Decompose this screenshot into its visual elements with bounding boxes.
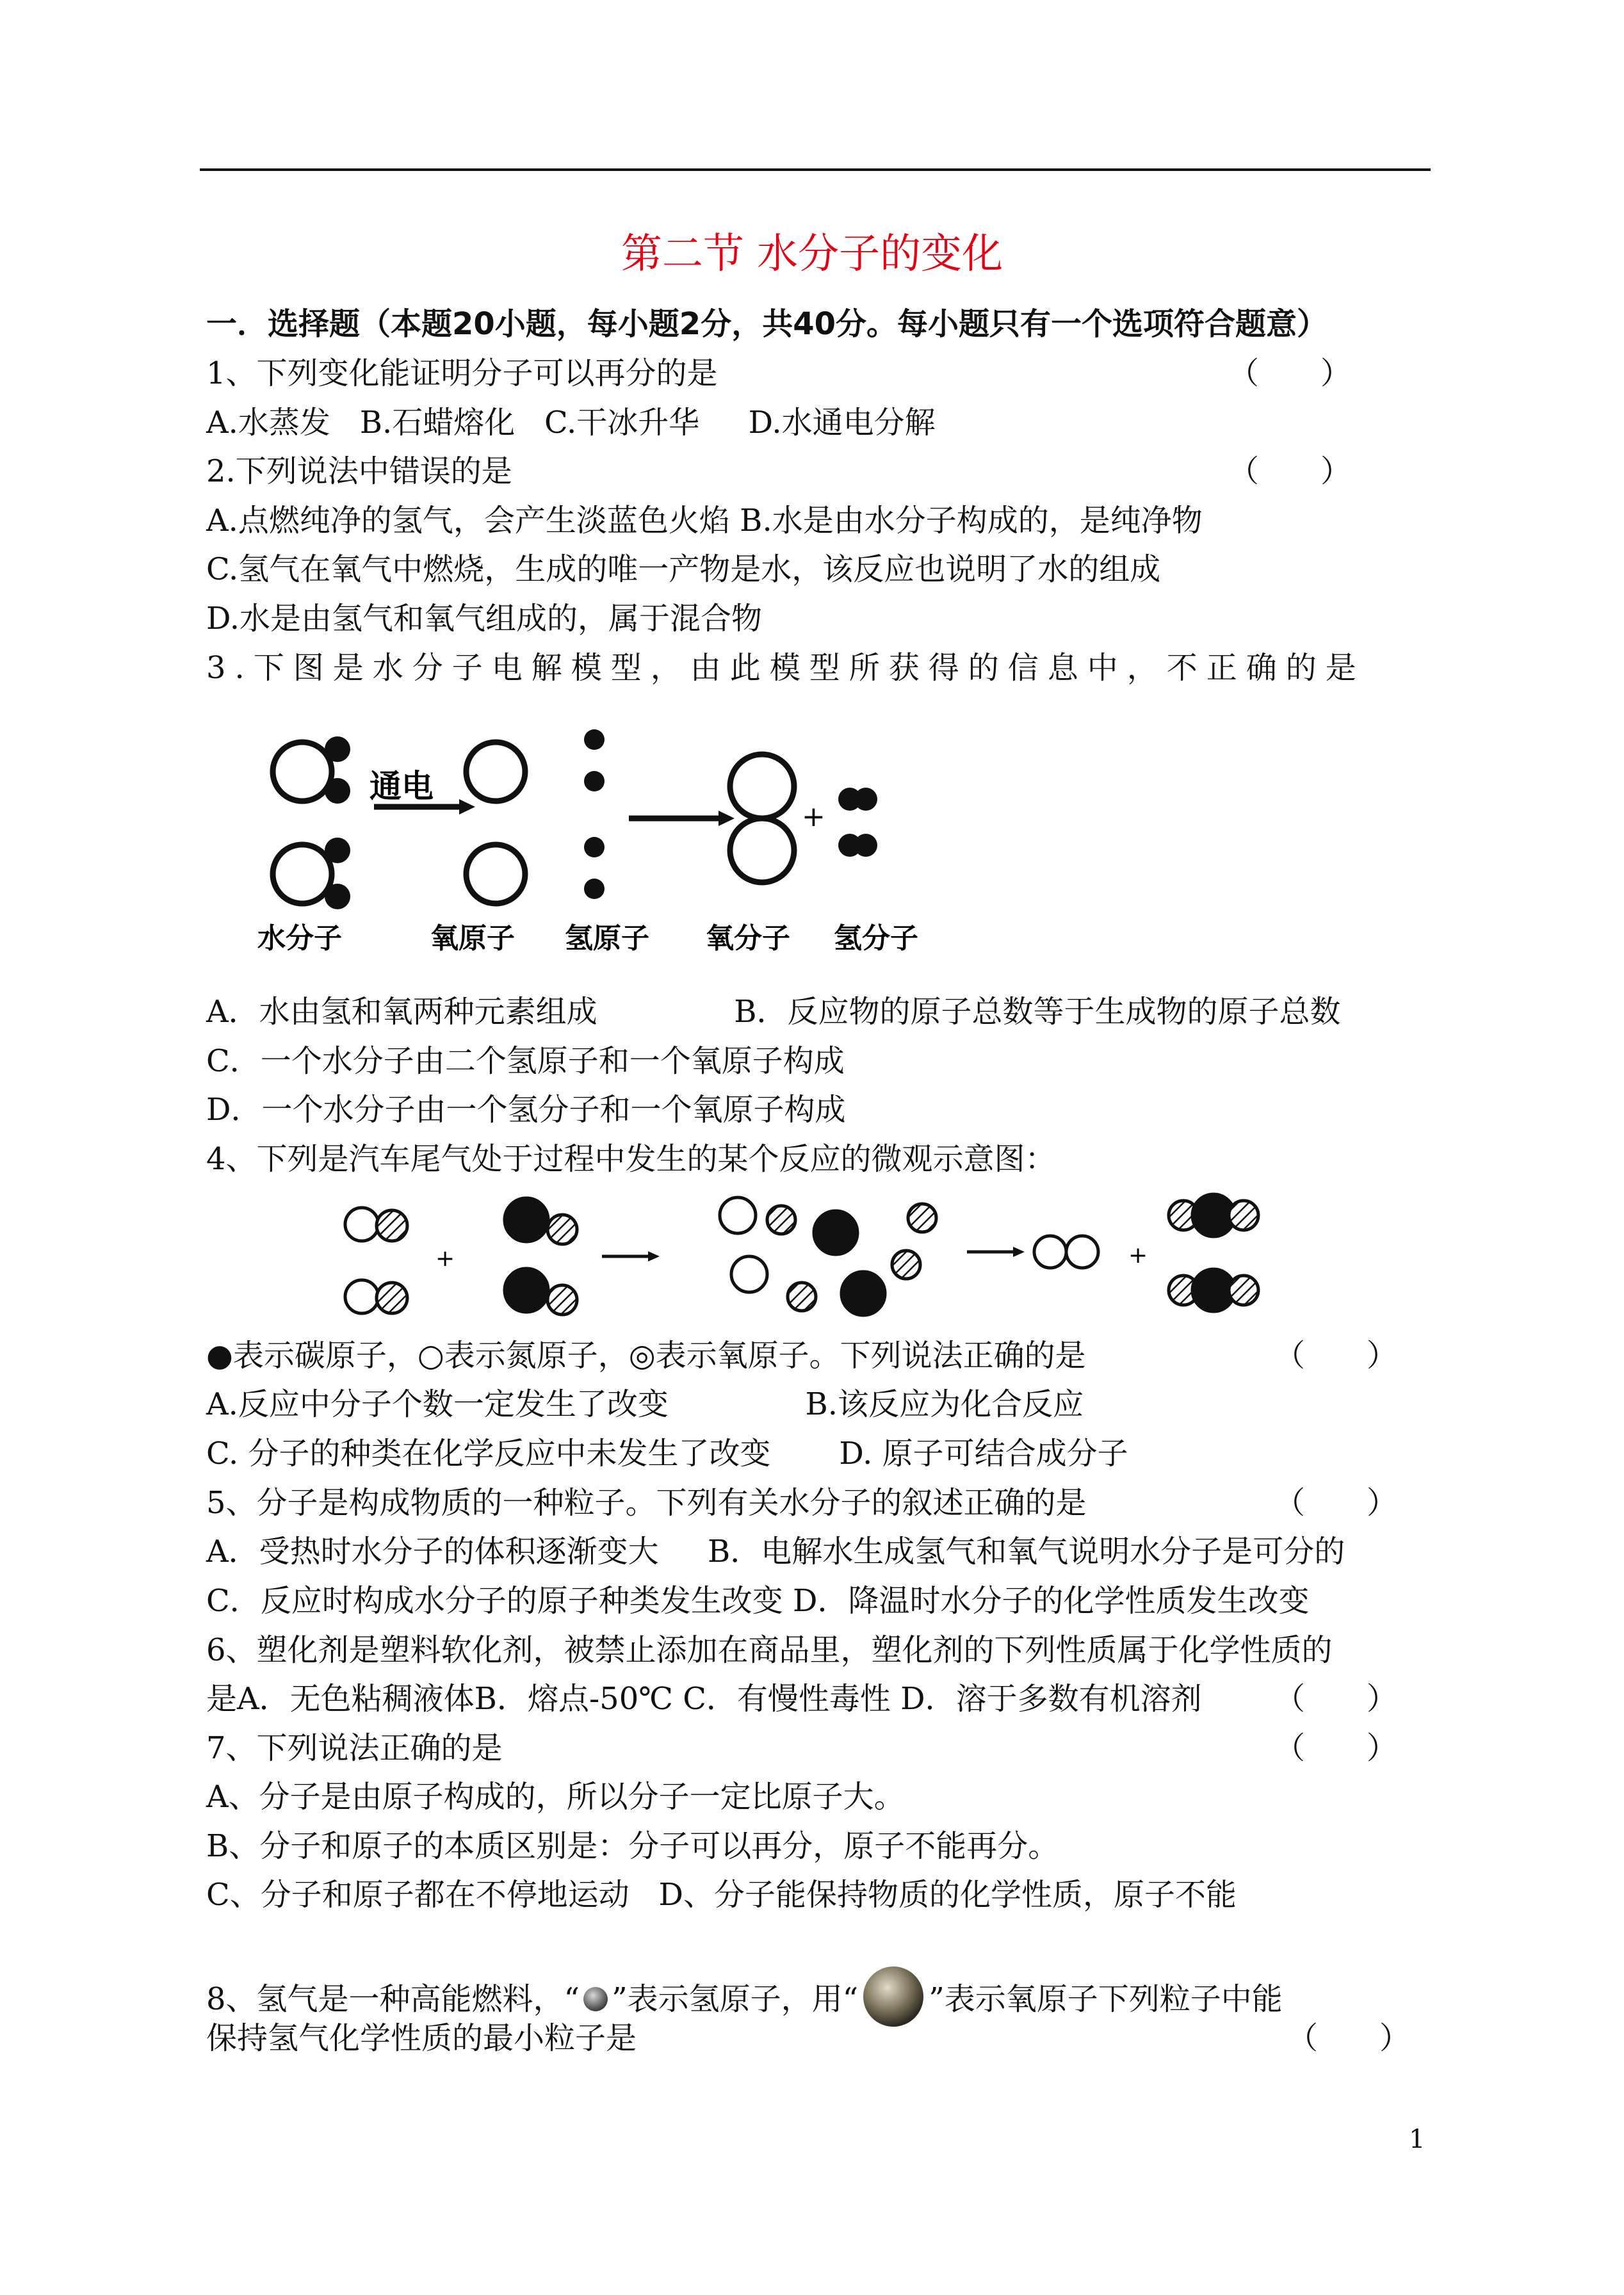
q1-options: A.水蒸发 B.石蜡熔化 C.干冰升华 D.水通电分解	[206, 405, 936, 441]
hydrogen-atom-icon	[580, 1985, 612, 2013]
q3-option-ab: A．水由氢和氧两种元素组成 B．反应物的原子总数等于生成物的原子总数	[206, 994, 1341, 1030]
q2-option-d: D.水是由氢气和氧气组成的，属于混合物	[206, 601, 763, 637]
label-hydrogen-molecule: 氢分子	[834, 922, 918, 955]
q5-answer-paren: （ ）	[1274, 1485, 1398, 1521]
oxygen-atom	[466, 845, 525, 904]
page-number: 1	[1409, 2125, 1425, 2154]
q6-line2: 是A．无色粘稠液体B．熔点-50℃ C．有慢性毒性 D．溶于多数有机溶剂	[206, 1681, 1202, 1717]
q8-text-pre: 8、氢气是一种高能燃料，“	[206, 1981, 580, 2017]
q2-stem: 2.下列说法中错误的是	[206, 453, 512, 489]
section-heading: 一．选择题（本题20小题，每小题2分，共40分。每小题只有一个选项符合题意）	[206, 306, 1328, 342]
q3-option-c: C．一个水分子由二个氢原子和一个氧原子构成	[206, 1043, 845, 1079]
figure-plus: +	[802, 800, 825, 833]
q7-answer-paren: （ ）	[1274, 1730, 1398, 1766]
q3-option-d: D．一个水分子由一个氢分子和一个氧原子构成	[206, 1092, 846, 1128]
q4-option-ab: A.反应中分子个数一定发生了改变 B.该反应为化合反应	[206, 1386, 1084, 1422]
q3-stem: 3.下图是水分子电解模型，由此模型所获得的信息中，不正确的是	[206, 650, 1365, 686]
q6-answer-paren: （ ）	[1274, 1681, 1398, 1717]
q7-stem: 7、下列说法正确的是	[206, 1730, 503, 1766]
q2-option-c: C.氢气在氧气中燃烧，生成的唯一产物是水，该反应也说明了水的组成	[206, 551, 1161, 587]
oxygen-atom-icon	[858, 1965, 929, 2029]
water-electrolysis-figure	[206, 711, 968, 973]
q7-option-cd: C、分子和原子都在不停地运动 D、分子能保持物质的化学性质，原子不能	[206, 1877, 1237, 1913]
q8-text-mid: ”表示氢原子，用“	[612, 1981, 859, 2017]
q4-answer-paren: （ ）	[1274, 1338, 1398, 1374]
oxygen-atom	[466, 742, 525, 801]
q6-line1: 6、塑化剂是塑料软化剂，被禁止添加在商品里，塑化剂的下列性质属于化学性质的	[206, 1632, 1333, 1668]
q2-answer-paren: （ ）	[1228, 453, 1352, 489]
q4-legend: ●表示碳原子，○表示氮原子，◎表示氧原子。下列说法正确的是	[206, 1338, 1086, 1374]
figure-plus: +	[1128, 1242, 1148, 1269]
oxygen-molecule-bottom	[730, 818, 794, 882]
header-rule	[200, 168, 1431, 171]
label-oxygen-atom: 氧原子	[430, 922, 515, 955]
q2-option-ab: A.点燃纯净的氢气，会产生淡蓝色火焰 B.水是由水分子构成的，是纯净物	[206, 503, 1203, 539]
exhaust-reaction-figure	[320, 1185, 1294, 1326]
q7-option-a: A、分子是由原子构成的，所以分子一定比原子大。	[206, 1779, 905, 1815]
q5-option-ab: A．受热时水分子的体积逐渐变大 B．电解水生成氢气和氧气说明水分子是可分的	[206, 1534, 1345, 1569]
oxygen-molecule-top	[730, 754, 794, 818]
q5-stem: 5、分子是构成物质的一种粒子。下列有关水分子的叙述正确的是	[206, 1485, 1087, 1521]
label-oxygen-molecule: 氧分子	[706, 922, 790, 955]
q8-answer-paren: （ ）	[1287, 2020, 1411, 2056]
q5-option-cd: C．反应时构成水分子的原子种类发生改变 D．降温时水分子的化学性质发生改变	[206, 1583, 1310, 1619]
q8-line2: 保持氢气化学性质的最小粒子是	[206, 2020, 637, 2056]
q7-option-b: B、分子和原子的本质区别是：分子可以再分，原子不能再分。	[206, 1828, 1059, 1864]
arrow-label: 通电	[369, 768, 434, 805]
q1-stem: 1、下列变化能证明分子可以再分的是	[206, 355, 718, 391]
water-molecule-o	[273, 742, 332, 801]
q4-stem: 4、下列是汽车尾气处于过程中发生的某个反应的微观示意图：	[206, 1141, 1056, 1177]
label-water-molecule: 水分子	[257, 922, 342, 955]
q4-option-cd: C. 分子的种类在化学反应中未发生了改变 D. 原子可结合成分子	[206, 1436, 1128, 1472]
q8-text-post: ”表示氧原子下列粒子中能	[929, 1981, 1283, 2017]
page-title: 第二节 水分子的变化	[621, 231, 1003, 278]
water-molecule-o	[273, 845, 332, 904]
figure-plus: +	[435, 1245, 455, 1272]
q1-answer-paren: （ ）	[1228, 355, 1352, 391]
label-hydrogen-atom: 氢原子	[565, 922, 649, 955]
